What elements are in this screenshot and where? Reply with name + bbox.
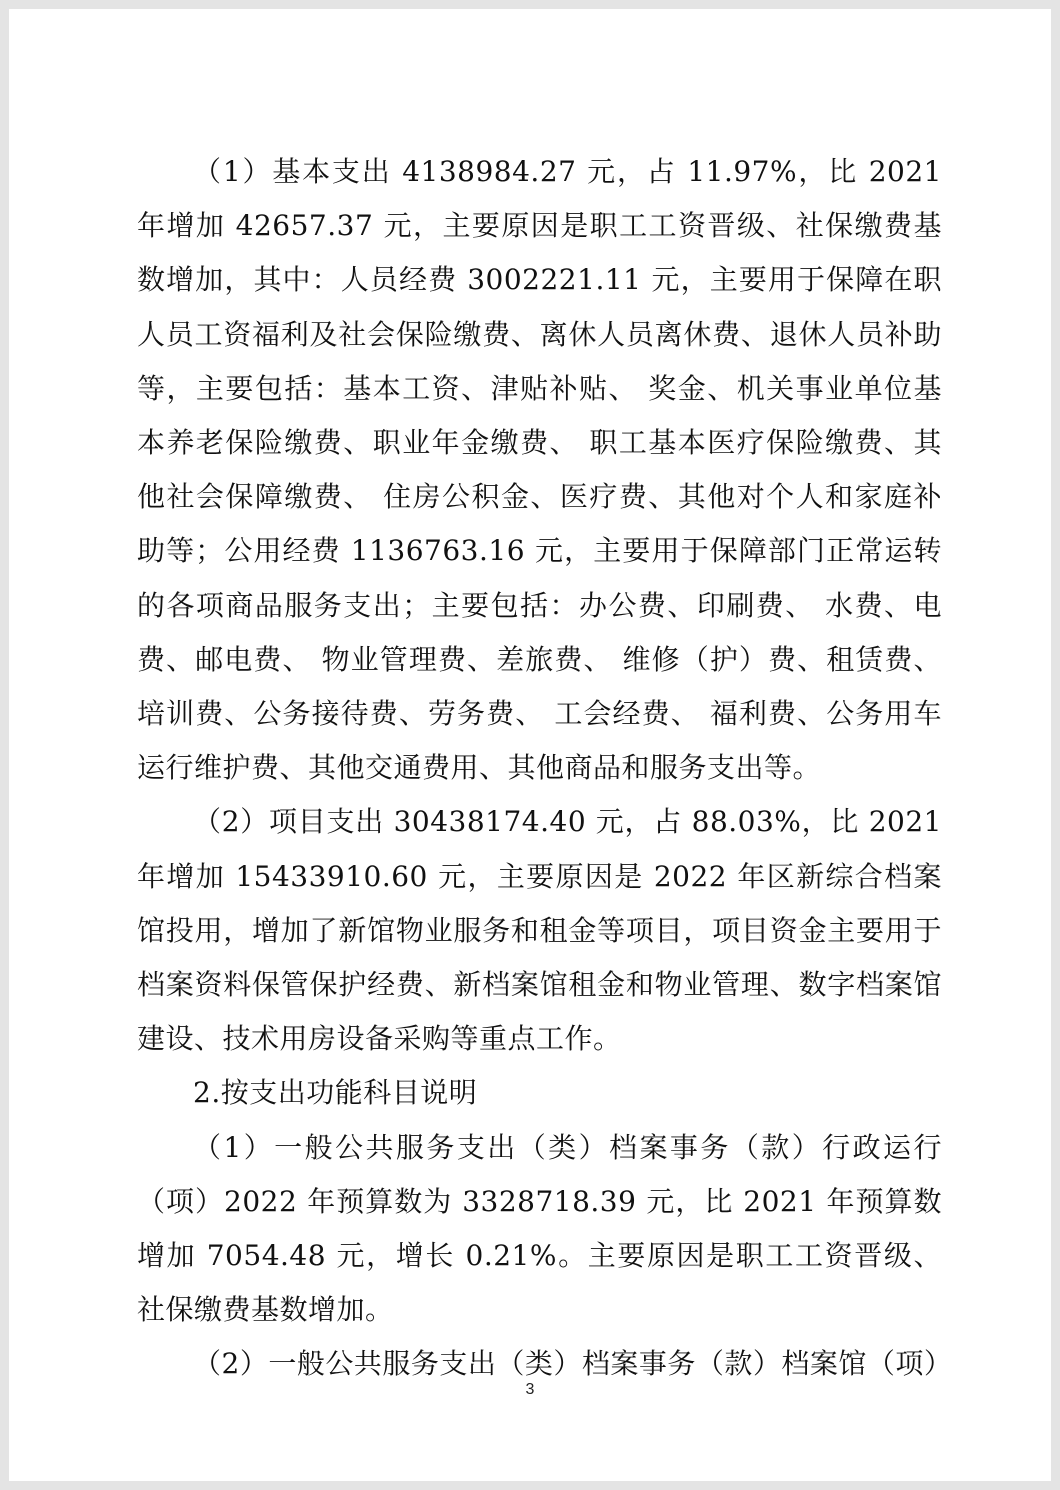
page-number: 3 bbox=[525, 1381, 535, 1398]
paragraph-basic-expenditure: （1）基本支出 4138984.27 元，占 11.97%，比 2021 年增加 42657.37 元，主要原因是职工工资晋级、社保缴费基数增加，其中：人员经费 3002221.11 元，主要用于保障在职人员工资福利及社会保险缴费、离休人员离休费、退休人员补助等，主要包括：基本工资、津贴补贴、 奖金、机关事业单位基本养老保险缴费、职业年金缴费、 职工基本医疗保险缴费、其他社会保障缴费、 住房公积金、医疗费、其他对个人和家庭补助等；公用经费 1136763.16 元，主要用于保障部门正常运转的各项商品服务支出；主要包括：办公费、印刷费、 水费、电费、邮电费、 物业管理费、差旅费、 维修（护）费、租赁费、培训费、公务接待费、劳务费、 工会经费、 福利费、公务用车运行维护费、其他交通费用、其他商品和服务支出等。 bbox=[137, 155, 942, 785]
paragraph-admin-operation: （1）一般公共服务支出（类）档案事务（款）行政运行（项）2022 年预算数为 3328718.39 元，比 2021 年预算数增加 7054.48 元，增长 0.21%。主要原因是职工工资晋级、社保缴费基数增加。 bbox=[137, 1130, 942, 1327]
section-heading: 2.按支出功能科目说明 bbox=[193, 1076, 478, 1110]
paragraph-project-expenditure: （2）项目支出 30438174.40 元，占 88.03%，比 2021 年增加 15433910.60 元，主要原因是 2022 年区新综合档案馆投用，增加了新馆物业服务和租金等项目，项目资金主要用于档案资料保管保护经费、新档案馆租金和物业管理、数字档案馆建设、技术用房设备采购等重点工作。 bbox=[137, 805, 942, 1056]
paragraph-archive-hall: （2）一般公共服务支出（类）档案事务（款）档案馆（项） bbox=[193, 1347, 953, 1381]
body-text bbox=[137, 145, 953, 1392]
